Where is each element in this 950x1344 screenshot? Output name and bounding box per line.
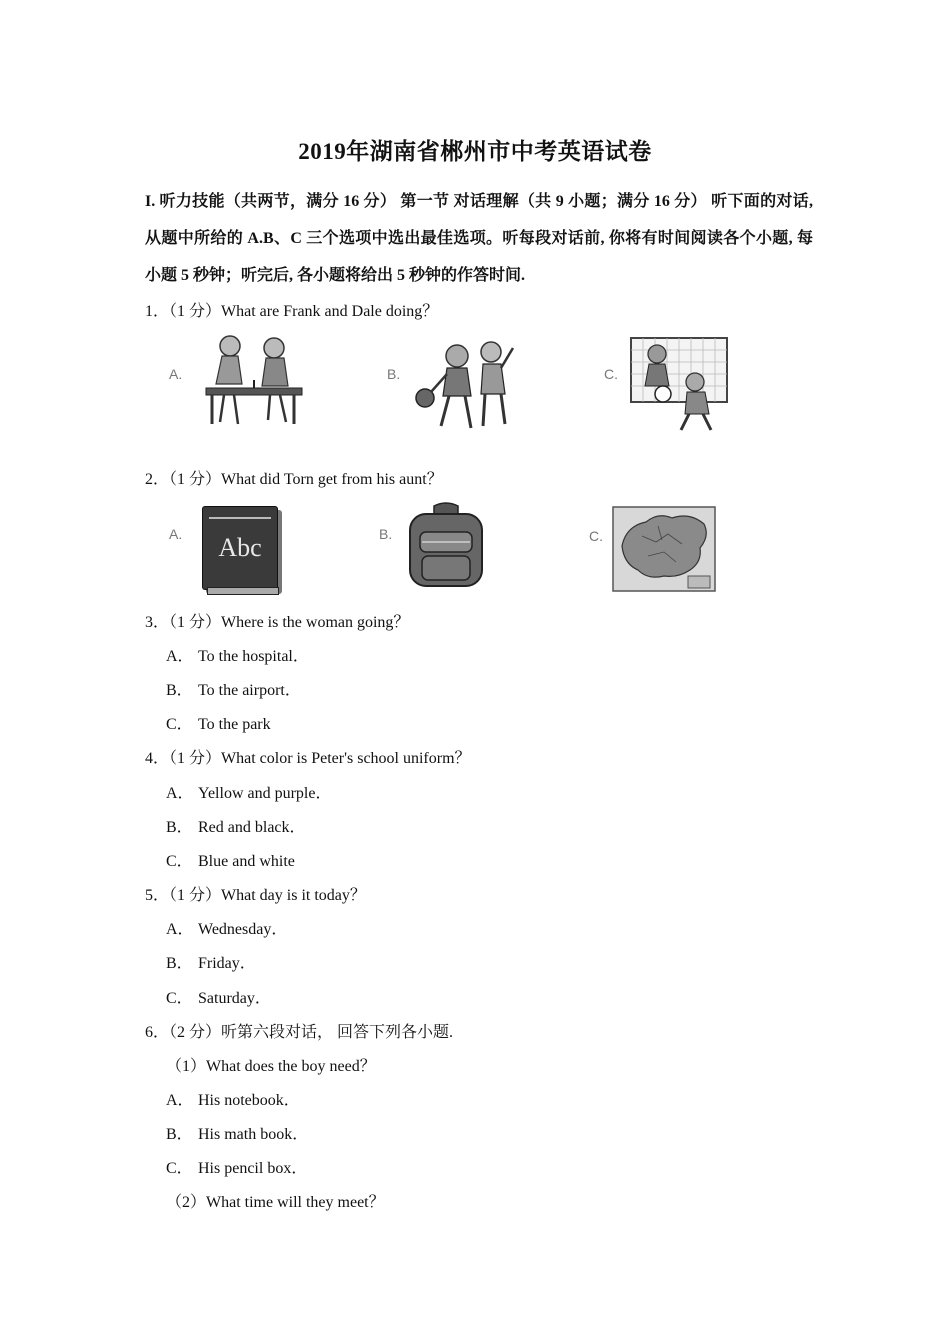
question-number: 5．	[145, 887, 170, 904]
option-letter: C．	[166, 1160, 193, 1177]
q2-picture-c	[588, 506, 718, 592]
option-letter: C．	[166, 853, 193, 870]
question-number: 1．	[145, 303, 170, 320]
question-score: （2 分）	[169, 1024, 222, 1041]
q4-option-a	[166, 780, 331, 803]
question-text: What color is Peter's school uniform？	[221, 750, 471, 767]
q4-option-c	[166, 848, 295, 871]
question-4	[145, 745, 471, 768]
backpack-icon	[404, 502, 488, 588]
soccer-goal-icon	[629, 336, 729, 434]
option-letter: A．	[166, 921, 194, 938]
option-text: Friday．	[198, 955, 256, 972]
q3-option-c	[166, 711, 271, 734]
question-score: （1 分）	[169, 303, 222, 320]
question-text: Where is the woman going？	[221, 614, 410, 631]
question-number: 4．	[145, 750, 170, 767]
question-number: 6．	[145, 1024, 170, 1041]
question-text: What did Torn get from his aunt？	[221, 471, 443, 488]
question-1	[145, 298, 438, 321]
option-text: His math book．	[198, 1126, 309, 1143]
q6-1-option-a	[166, 1087, 300, 1110]
q1-picture-a	[168, 332, 308, 432]
option-letter: B．	[166, 955, 193, 972]
option-letter: C．	[166, 990, 193, 1007]
question-text: What are Frank and Dale doing？	[221, 303, 439, 320]
q6-subquestion-1: （1）What does the boy need？	[166, 1058, 376, 1075]
option-letter: B．	[166, 1126, 193, 1143]
option-text: To the park	[198, 716, 271, 733]
map-icon	[612, 506, 716, 592]
picture-label: A.	[169, 526, 183, 542]
question-text: What day is it today？	[221, 887, 366, 904]
option-letter: B．	[166, 819, 193, 836]
q4-option-b	[166, 814, 306, 837]
q5-option-c	[166, 985, 271, 1008]
question-5	[145, 882, 366, 905]
question-score: （1 分）	[169, 471, 222, 488]
q6-subquestion-2: （2）What time will they meet？	[166, 1194, 385, 1211]
option-letter: A．	[166, 785, 194, 802]
option-text: Red and black．	[198, 819, 306, 836]
page-title: 2019年湖南省郴州市中考英语试卷	[298, 139, 652, 164]
q2-picture-b	[378, 502, 493, 590]
picture-label: A.	[169, 366, 183, 382]
q5-option-a	[166, 916, 287, 939]
picture-label: C.	[604, 366, 618, 382]
question-score: （1 分）	[169, 887, 222, 904]
q2-picture-a	[168, 504, 283, 592]
question-score: （1 分）	[169, 614, 222, 631]
table-tennis-icon	[198, 332, 308, 432]
option-text: To the airport．	[198, 682, 301, 699]
book-icon	[202, 506, 278, 590]
question-3	[145, 609, 409, 632]
q3-option-b	[166, 677, 301, 700]
q6-1-option-b	[166, 1121, 308, 1144]
picture-label: B.	[387, 366, 401, 382]
question-number: 2．	[145, 471, 170, 488]
option-letter: A．	[166, 648, 194, 665]
picture-label: B.	[379, 526, 393, 542]
question-number: 3．	[145, 614, 170, 631]
basketball-players-icon	[413, 340, 523, 435]
question-score: （1 分）	[169, 750, 222, 767]
option-text: Wednesday．	[198, 921, 288, 938]
option-text: His notebook．	[198, 1092, 300, 1109]
option-letter: C．	[166, 716, 193, 733]
q1-picture-c	[603, 336, 733, 434]
option-letter: A．	[166, 1092, 194, 1109]
q1-picture-b	[385, 340, 525, 435]
option-text: Blue and white	[198, 853, 295, 870]
question-6	[145, 1019, 453, 1042]
question-2	[145, 466, 443, 489]
option-text: Yellow and purple．	[198, 785, 332, 802]
picture-label: C.	[589, 528, 603, 544]
q5-option-b	[166, 950, 256, 973]
option-text: To the hospital．	[198, 648, 309, 665]
q6-1-option-c	[166, 1155, 307, 1178]
section-instructions: I. 听力技能（共两节，满分 16 分） 第一节 对话理解（共 9 小题；满分 16 分） 听下面的对话, 从题中所给的 A.B、C 三个选项中选出最佳选项。听每段对话前, 你将有时间阅读各个小题, 每小题 5 秒钟；听完后, 各小题将给出 5 秒钟的作答时间.	[145, 193, 813, 284]
option-text: His pencil box．	[198, 1160, 308, 1177]
q3-option-a	[166, 643, 309, 666]
question-text: 听第六段对话， 回答下列各小题.	[221, 1024, 454, 1041]
option-letter: B．	[166, 682, 193, 699]
option-text: Saturday．	[198, 990, 271, 1007]
book-cover-text: Abc	[218, 533, 262, 562]
